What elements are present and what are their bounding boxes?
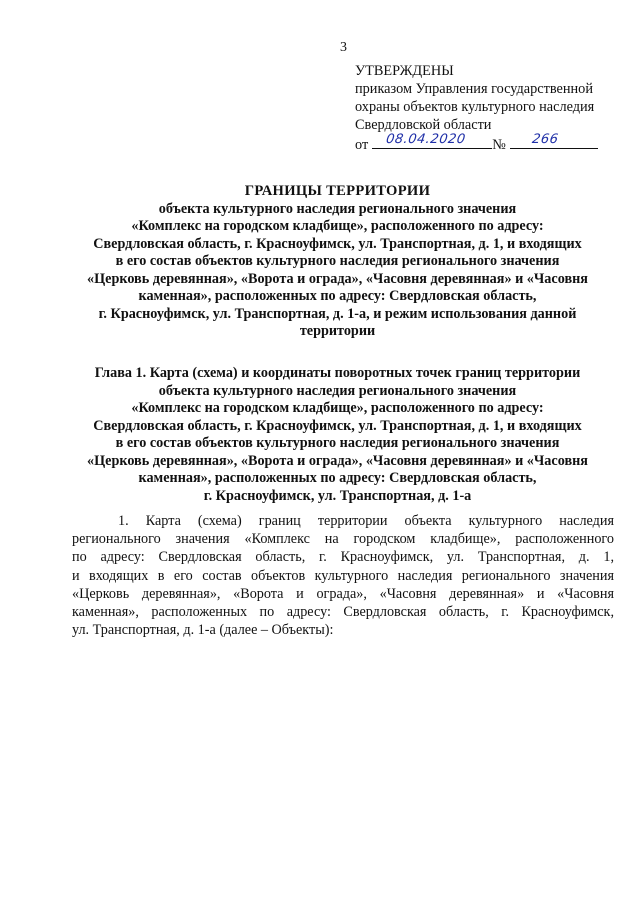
approval-date-number-line [355,134,625,154]
title-line: «Церковь деревянная», «Ворота и ограда», «Часовня деревянная» и «Часовня [87,270,588,287]
title-line: каменная», расположенных по адресу: Свердловская область, [138,288,537,304]
handwritten-date: 08.04.2020 [385,132,467,147]
approval-line-3: Свердловской области [355,117,492,133]
date-field [372,134,492,149]
paragraph-line: 1. Карта (схема) границ территории объекта культурного наследия [118,513,614,529]
paragraph-line: по адресу: Свердловская область, г. Красноуфимск, ул. Транспортная, д. 1, [72,549,614,566]
chapter-line: «Церковь деревянная», «Ворота и ограда», «Часовня деревянная» и «Часовня [87,452,588,469]
number-prefix: № [492,137,506,153]
chapter-line: г. Красноуфимск, ул. Транспортная, д. 1-а [203,487,472,504]
title-line: «Комплекс на городском кладбище», расположенного по адресу: [131,218,544,234]
approval-line-1: приказом Управления государственной [355,81,593,97]
chapter-line: в его состав объектов культурного наследия регионального значения [115,435,560,451]
title-line: территории [299,323,376,339]
approval-line-2: охраны объектов культурного наследия [355,99,595,115]
title-heading: ГРАНИЦЫ ТЕРРИТОРИИ [244,183,431,199]
chapter-heading [60,365,615,505]
chapter-line: объекта культурного наследия регионального значения [158,382,517,399]
title-line: в его состав объектов культурного наследия регионального значения [115,253,560,269]
paragraph-1 [72,512,614,639]
paragraph-line: регионального значения «Комплекс на городском кладбище», расположенного [72,531,614,548]
chapter-line: каменная», расположенных по адресу: Свердловская область, [138,470,537,486]
paragraph-line: и входящих в его состав объектов культурного наследия регионального значения [72,567,614,584]
document-title [60,183,615,341]
chapter-line: «Комплекс на городском кладбище», расположенного по адресу: [131,400,544,416]
paragraph-line: каменная», расположенных по адресу: Свердловская область, г. Красноуфимск, [72,604,614,621]
title-line: г. Красноуфимск, ул. Транспортная, д. 1-а, и режим использования данной [98,305,577,322]
date-prefix: от [355,137,369,153]
handwritten-number: 266 [530,132,560,147]
approval-heading: УТВЕРЖДЕНЫ [355,63,454,79]
paragraph-line: «Церковь деревянная», «Ворота и ограда», «Часовня деревянная» и «Часовня [72,585,614,602]
page-number: 3 [340,40,347,55]
approval-block [355,62,625,154]
title-line: объекта культурного наследия регионального значения [158,200,517,217]
title-line: Свердловская область, г. Красноуфимск, ул. Транспортная, д. 1, и входящих [93,235,582,252]
chapter-line: Глава 1. Карта (схема) и координаты поворотных точек границ территории [94,365,581,381]
paragraph-line: ул. Транспортная, д. 1-а (далее – Объекты): [72,622,334,639]
number-field [510,134,598,149]
chapter-line: Свердловская область, г. Красноуфимск, ул. Транспортная, д. 1, и входящих [93,417,582,434]
